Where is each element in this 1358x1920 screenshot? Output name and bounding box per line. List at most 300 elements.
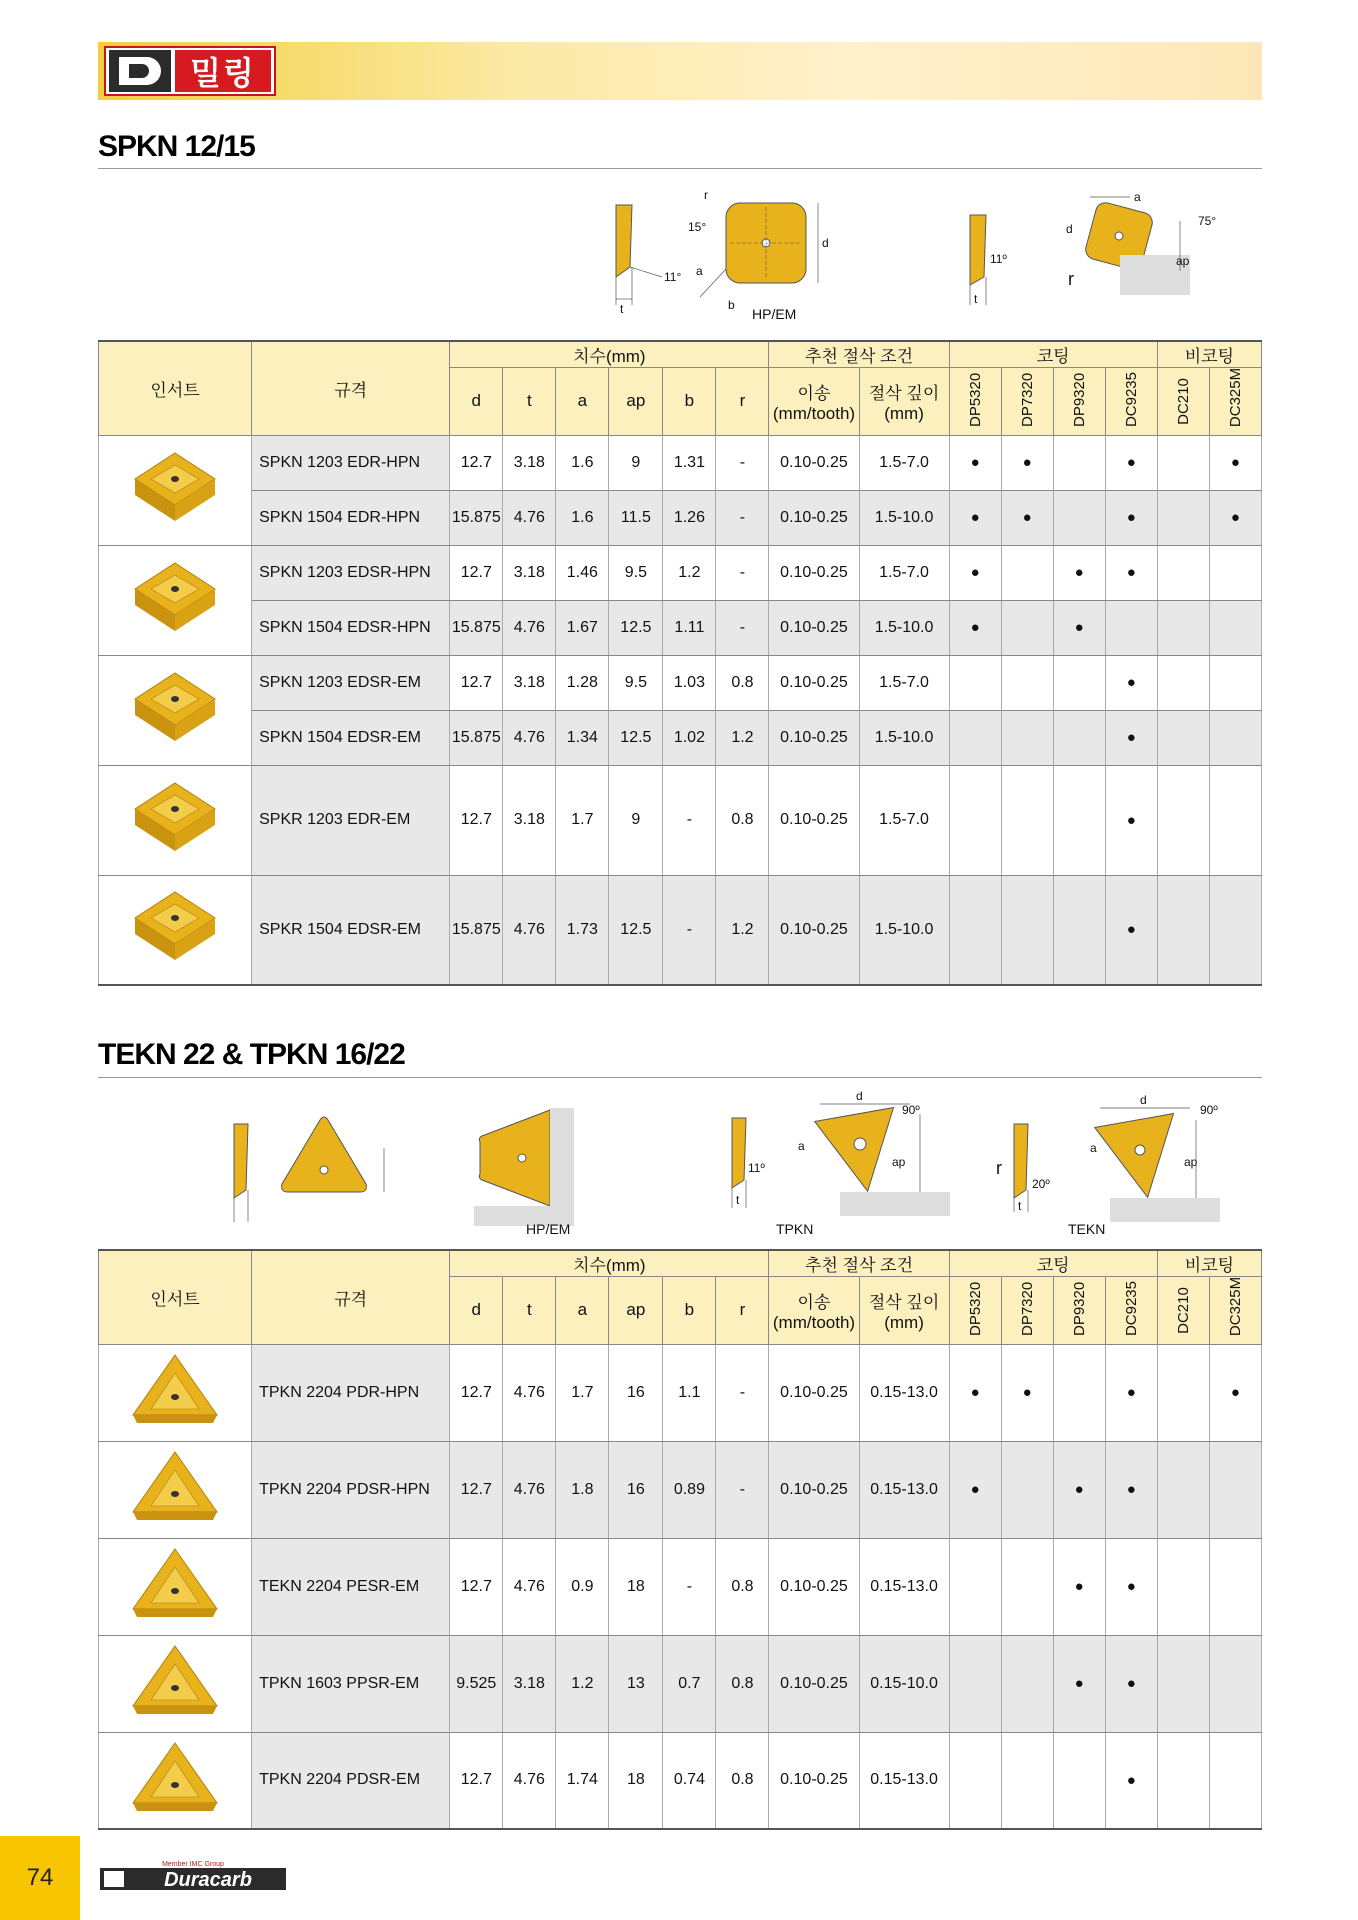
col-t: t xyxy=(503,368,556,436)
grade-cell xyxy=(1209,1635,1261,1732)
value-cell: - xyxy=(716,435,769,490)
grade-cell: ● xyxy=(1053,545,1105,600)
grade-cell: ● xyxy=(1105,545,1157,600)
diagram-label: 75° xyxy=(1198,214,1217,228)
diagram-label: 11º xyxy=(748,1161,765,1175)
col-grade: DP7320 xyxy=(1001,1277,1053,1345)
spec-cell: TPKN 2204 PDSR-HPN xyxy=(252,1441,450,1538)
table-row xyxy=(99,1344,1262,1441)
grade-cell xyxy=(1157,1635,1209,1732)
value-cell: 0.8 xyxy=(716,655,769,710)
spec-cell: SPKN 1504 EDR-HPN xyxy=(252,490,450,545)
insert-photo-icon xyxy=(127,1737,223,1819)
grade-cell: ● xyxy=(1053,600,1105,655)
grade-cell xyxy=(1053,710,1105,765)
table-row xyxy=(99,655,1262,710)
spec-cell: TEKN 2204 PESR-EM xyxy=(252,1538,450,1635)
value-cell: 0.10-0.25 xyxy=(769,490,859,545)
grade-cell xyxy=(1001,1538,1053,1635)
spec-cell: TPKN 2204 PDSR-EM xyxy=(252,1732,450,1829)
value-cell: - xyxy=(716,545,769,600)
value-cell: - xyxy=(663,1538,716,1635)
col-grade: DC325M xyxy=(1209,1277,1261,1345)
value-cell: 0.15-13.0 xyxy=(859,1441,949,1538)
insert-image xyxy=(99,875,252,985)
grade-cell xyxy=(1209,875,1261,985)
table-row xyxy=(99,600,1262,655)
grade-cell xyxy=(949,765,1001,875)
grade-cell xyxy=(1001,875,1053,985)
diagram-label: 90º xyxy=(902,1103,920,1117)
tpkn-diagram xyxy=(220,1088,1230,1238)
grade-cell xyxy=(1209,1538,1261,1635)
value-cell: 18 xyxy=(609,1732,663,1829)
spec-cell: TPKN 1603 PPSR-EM xyxy=(252,1635,450,1732)
grade-cell xyxy=(1053,655,1105,710)
grade-cell: ● xyxy=(1001,490,1053,545)
grade-cell: ● xyxy=(1105,435,1157,490)
value-cell: 4.76 xyxy=(503,1538,556,1635)
grade-cell xyxy=(1157,1441,1209,1538)
grade-cell: ● xyxy=(1105,765,1157,875)
value-cell: 4.76 xyxy=(503,1732,556,1829)
diagram-label: a xyxy=(798,1139,805,1153)
value-cell: 12.7 xyxy=(450,435,503,490)
grade-cell xyxy=(1209,545,1261,600)
col-insert: 인서트 xyxy=(99,341,252,435)
diagram-label: 20º xyxy=(1032,1177,1050,1191)
grade-cell xyxy=(1157,1732,1209,1829)
table-row xyxy=(99,1538,1262,1635)
grade-cell xyxy=(1053,490,1105,545)
table-row xyxy=(99,545,1262,600)
spkn-table xyxy=(98,340,1262,986)
value-cell: 1.1 xyxy=(663,1344,716,1441)
spec-cell: SPKN 1504 EDSR-EM xyxy=(252,710,450,765)
diagram-label: 90º xyxy=(1200,1103,1218,1117)
value-cell: 1.7 xyxy=(556,1344,609,1441)
col-r: r xyxy=(716,1277,769,1345)
grade-cell xyxy=(1001,710,1053,765)
value-cell: 1.2 xyxy=(663,545,716,600)
spec-cell: SPKN 1203 EDSR-HPN xyxy=(252,545,450,600)
value-cell: 0.15-13.0 xyxy=(859,1344,949,1441)
value-cell: 0.74 xyxy=(663,1732,716,1829)
grade-cell: ● xyxy=(1001,435,1053,490)
insert-image xyxy=(99,1441,252,1538)
col-feed: 이송 (mm/tooth) xyxy=(769,1277,859,1345)
grade-cell xyxy=(949,710,1001,765)
grade-cell xyxy=(1001,765,1053,875)
table-row xyxy=(99,765,1262,875)
grade-cell xyxy=(1157,600,1209,655)
grade-cell xyxy=(1157,1538,1209,1635)
value-cell: 4.76 xyxy=(503,710,556,765)
diagram-label: d xyxy=(1066,222,1073,236)
col-ap: ap xyxy=(609,1277,663,1345)
insert-photo-icon xyxy=(127,447,223,529)
col-grade: DP5320 xyxy=(949,1277,1001,1345)
grade-cell xyxy=(1053,765,1105,875)
value-cell: 12.5 xyxy=(609,875,663,985)
diagram-label: a xyxy=(1134,190,1141,204)
value-cell: - xyxy=(663,765,716,875)
col-coat: 코팅 xyxy=(949,341,1157,368)
value-cell: 0.7 xyxy=(663,1635,716,1732)
grade-cell xyxy=(1105,600,1157,655)
grade-cell xyxy=(1053,1344,1105,1441)
col-spec: 규격 xyxy=(252,341,450,435)
col-grade: DP5320 xyxy=(949,368,1001,436)
value-cell: 12.7 xyxy=(450,1732,503,1829)
insert-image xyxy=(99,1635,252,1732)
spkn-diagram xyxy=(600,185,1220,325)
insert-image xyxy=(99,1538,252,1635)
col-depth: 절삭 깊이 (mm) xyxy=(859,1277,949,1345)
category-label: 밀링 xyxy=(175,50,271,92)
col-r: r xyxy=(716,368,769,436)
grade-cell: ● xyxy=(1105,1538,1157,1635)
insert-photo-icon xyxy=(127,777,223,859)
value-cell: - xyxy=(663,875,716,985)
value-cell: 0.10-0.25 xyxy=(769,1441,859,1538)
insert-photo-icon xyxy=(127,1543,223,1625)
col-insert: 인서트 xyxy=(99,1250,252,1344)
col-grade: DP7320 xyxy=(1001,368,1053,436)
value-cell: 16 xyxy=(609,1344,663,1441)
table-row xyxy=(99,435,1262,490)
col-grade: DC9235 xyxy=(1105,1277,1157,1345)
grade-cell: ● xyxy=(1053,1538,1105,1635)
value-cell: 0.10-0.25 xyxy=(769,545,859,600)
value-cell: 1.02 xyxy=(663,710,716,765)
value-cell: 1.5-7.0 xyxy=(859,545,949,600)
grade-cell: ● xyxy=(1105,1732,1157,1829)
spec-cell: SPKN 1203 EDSR-EM xyxy=(252,655,450,710)
value-cell: 12.5 xyxy=(609,600,663,655)
value-cell: 0.15-13.0 xyxy=(859,1732,949,1829)
value-cell: 1.11 xyxy=(663,600,716,655)
diagram-label: TPKN xyxy=(776,1221,814,1237)
grade-cell: ● xyxy=(1105,1344,1157,1441)
col-dims: 치수(mm) xyxy=(450,341,769,368)
spec-cell: SPKN 1504 EDSR-HPN xyxy=(252,600,450,655)
value-cell: 1.46 xyxy=(556,545,609,600)
grade-cell xyxy=(1053,875,1105,985)
spec-cell: SPKR 1203 EDR-EM xyxy=(252,765,450,875)
value-cell: 12.7 xyxy=(450,1538,503,1635)
table-row xyxy=(99,710,1262,765)
diagram-label: TEKN xyxy=(1068,1221,1106,1237)
col-uncoat: 비코팅 xyxy=(1157,1250,1261,1277)
value-cell: 1.6 xyxy=(556,490,609,545)
category-badge xyxy=(104,46,276,96)
diagram-label: t xyxy=(736,1193,740,1207)
section-title: SPKN 12/15 xyxy=(98,130,255,163)
grade-cell: ● xyxy=(1209,435,1261,490)
value-cell: 0.8 xyxy=(716,1635,769,1732)
value-cell: 4.76 xyxy=(503,600,556,655)
value-cell: 9.525 xyxy=(450,1635,503,1732)
col-grade: DC210 xyxy=(1157,368,1209,436)
value-cell: - xyxy=(716,1441,769,1538)
grade-cell: ● xyxy=(1209,1344,1261,1441)
grade-cell: ● xyxy=(1105,710,1157,765)
table-row xyxy=(99,1732,1262,1829)
diagram-label: t xyxy=(620,302,624,316)
col-grade: DC210 xyxy=(1157,1277,1209,1345)
grade-cell: ● xyxy=(949,1344,1001,1441)
value-cell: 16 xyxy=(609,1441,663,1538)
value-cell: 4.76 xyxy=(503,490,556,545)
grade-cell xyxy=(1001,600,1053,655)
grade-cell xyxy=(1209,655,1261,710)
spec-cell: SPKN 1203 EDR-HPN xyxy=(252,435,450,490)
grade-cell xyxy=(1209,1441,1261,1538)
col-cond: 추천 절삭 조건 xyxy=(769,341,949,368)
logo-tagline: Member IMC Group xyxy=(162,1861,224,1868)
grade-cell xyxy=(1209,600,1261,655)
grade-cell xyxy=(1209,765,1261,875)
diagram-label: t xyxy=(974,292,978,306)
value-cell: 3.18 xyxy=(503,545,556,600)
value-cell: 1.67 xyxy=(556,600,609,655)
diagram-label: a xyxy=(1090,1141,1097,1155)
grade-cell xyxy=(1157,490,1209,545)
value-cell: 9.5 xyxy=(609,655,663,710)
value-cell: 12.5 xyxy=(609,710,663,765)
insert-image xyxy=(99,765,252,875)
col-cond: 추천 절삭 조건 xyxy=(769,1250,949,1277)
col-b: b xyxy=(663,368,716,436)
insert-photo-icon xyxy=(127,1349,223,1431)
value-cell: 4.76 xyxy=(503,875,556,985)
value-cell: 1.74 xyxy=(556,1732,609,1829)
value-cell: 1.5-7.0 xyxy=(859,765,949,875)
grade-cell xyxy=(1001,1732,1053,1829)
value-cell: 1.2 xyxy=(556,1635,609,1732)
insert-photo-icon xyxy=(127,557,223,639)
grade-cell: ● xyxy=(1053,1441,1105,1538)
grade-cell xyxy=(949,1732,1001,1829)
value-cell: 3.18 xyxy=(503,765,556,875)
col-d: d xyxy=(450,1277,503,1345)
diagram-label: a xyxy=(696,264,703,278)
value-cell: 12.7 xyxy=(450,545,503,600)
col-dims: 치수(mm) xyxy=(450,1250,769,1277)
page-number: 74 xyxy=(0,1836,80,1920)
grade-cell xyxy=(1209,710,1261,765)
grade-cell: ● xyxy=(949,600,1001,655)
col-spec: 규격 xyxy=(252,1250,450,1344)
table-row xyxy=(99,1441,1262,1538)
value-cell: 18 xyxy=(609,1538,663,1635)
value-cell: 1.6 xyxy=(556,435,609,490)
value-cell: 12.7 xyxy=(450,765,503,875)
value-cell: 1.2 xyxy=(716,710,769,765)
value-cell: - xyxy=(716,600,769,655)
grade-cell: ● xyxy=(949,1441,1001,1538)
grade-cell xyxy=(1053,435,1105,490)
grade-cell: ● xyxy=(1105,1441,1157,1538)
col-grade: DP9320 xyxy=(1053,1277,1105,1345)
value-cell: 1.7 xyxy=(556,765,609,875)
col-feed: 이송 (mm/tooth) xyxy=(769,368,859,436)
grade-cell: ● xyxy=(949,435,1001,490)
logo-text: Duracarb xyxy=(164,1869,252,1891)
insert-image xyxy=(99,655,252,765)
col-b: b xyxy=(663,1277,716,1345)
grade-cell xyxy=(1157,655,1209,710)
col-grade: DC9235 xyxy=(1105,368,1157,436)
col-grade: DP9320 xyxy=(1053,368,1105,436)
diagram-label: HP/EM xyxy=(752,306,797,322)
value-cell: 1.8 xyxy=(556,1441,609,1538)
insert-image xyxy=(99,1732,252,1829)
value-cell: 1.28 xyxy=(556,655,609,710)
value-cell: 0.8 xyxy=(716,1538,769,1635)
diagram-label: r xyxy=(1068,269,1074,289)
insert-photo-icon xyxy=(127,667,223,749)
col-uncoat: 비코팅 xyxy=(1157,341,1261,368)
value-cell: 13 xyxy=(609,1635,663,1732)
grade-cell: ● xyxy=(1001,1344,1053,1441)
col-ap: ap xyxy=(609,368,663,436)
diagram-label: d xyxy=(1140,1093,1147,1107)
value-cell: 0.10-0.25 xyxy=(769,1344,859,1441)
value-cell: 1.73 xyxy=(556,875,609,985)
value-cell: 3.18 xyxy=(503,655,556,710)
grade-cell: ● xyxy=(1105,655,1157,710)
diagram-label: HP/EM xyxy=(526,1221,571,1237)
grade-cell xyxy=(1157,545,1209,600)
value-cell: 0.10-0.25 xyxy=(769,655,859,710)
col-a: a xyxy=(556,368,609,436)
value-cell: 1.2 xyxy=(716,875,769,985)
value-cell: 4.76 xyxy=(503,1344,556,1441)
grade-cell xyxy=(1157,435,1209,490)
duracarb-logo xyxy=(98,1858,288,1892)
table-row xyxy=(99,490,1262,545)
diagram-label: 11° xyxy=(664,270,682,284)
value-cell: 12.7 xyxy=(450,655,503,710)
value-cell: 0.8 xyxy=(716,765,769,875)
value-cell: 0.89 xyxy=(663,1441,716,1538)
insert-image xyxy=(99,1344,252,1441)
col-d: d xyxy=(450,368,503,436)
grade-cell xyxy=(1001,1441,1053,1538)
grade-cell xyxy=(949,1538,1001,1635)
value-cell: 9 xyxy=(609,435,663,490)
value-cell: 15.875 xyxy=(450,875,503,985)
table-row xyxy=(99,875,1262,985)
value-cell: 1.34 xyxy=(556,710,609,765)
value-cell: 15.875 xyxy=(450,710,503,765)
value-cell: - xyxy=(716,1344,769,1441)
grade-cell: ● xyxy=(1105,490,1157,545)
value-cell: 0.8 xyxy=(716,1732,769,1829)
grade-cell: ● xyxy=(1105,1635,1157,1732)
grade-cell: ● xyxy=(949,545,1001,600)
insert-image xyxy=(99,435,252,545)
diagram-label: d xyxy=(856,1089,863,1103)
diagram-label: d xyxy=(822,236,829,250)
diagram-label: ap xyxy=(1176,254,1190,268)
insert-image xyxy=(99,545,252,655)
grade-cell: ● xyxy=(1209,490,1261,545)
diagram-label: ap xyxy=(892,1155,906,1169)
diagram-label: r xyxy=(996,1158,1002,1178)
value-cell: 3.18 xyxy=(503,435,556,490)
value-cell: 0.10-0.25 xyxy=(769,1538,859,1635)
value-cell: 1.26 xyxy=(663,490,716,545)
value-cell: 0.9 xyxy=(556,1538,609,1635)
diagram-label: r xyxy=(704,188,708,202)
d-logo-icon xyxy=(109,50,171,92)
grade-cell xyxy=(1053,1732,1105,1829)
value-cell: 0.10-0.25 xyxy=(769,875,859,985)
diagram-label: t xyxy=(1018,1199,1022,1213)
grade-cell xyxy=(1001,1635,1053,1732)
value-cell: 1.5-10.0 xyxy=(859,490,949,545)
col-depth: 절삭 깊이 (mm) xyxy=(859,368,949,436)
grade-cell xyxy=(1157,1344,1209,1441)
value-cell: 15.875 xyxy=(450,490,503,545)
value-cell: 0.10-0.25 xyxy=(769,600,859,655)
value-cell: 0.10-0.25 xyxy=(769,765,859,875)
value-cell: 12.7 xyxy=(450,1441,503,1538)
grade-cell xyxy=(1209,1732,1261,1829)
col-t: t xyxy=(503,1277,556,1345)
value-cell: 1.5-10.0 xyxy=(859,875,949,985)
value-cell: 0.10-0.25 xyxy=(769,435,859,490)
value-cell: 1.5-7.0 xyxy=(859,655,949,710)
col-a: a xyxy=(556,1277,609,1345)
grade-cell: ● xyxy=(1053,1635,1105,1732)
value-cell: 1.5-10.0 xyxy=(859,710,949,765)
value-cell: 4.76 xyxy=(503,1441,556,1538)
value-cell: 1.5-10.0 xyxy=(859,600,949,655)
diagram-label: ap xyxy=(1184,1155,1198,1169)
value-cell: - xyxy=(716,490,769,545)
divider xyxy=(98,168,1262,169)
diagram-label: b xyxy=(728,298,735,312)
spec-cell: TPKN 2204 PDR-HPN xyxy=(252,1344,450,1441)
value-cell: 0.10-0.25 xyxy=(769,1732,859,1829)
value-cell: 9 xyxy=(609,765,663,875)
value-cell: 3.18 xyxy=(503,1635,556,1732)
grade-cell xyxy=(949,875,1001,985)
diagram-label: 11º xyxy=(990,252,1007,266)
table-row xyxy=(99,1635,1262,1732)
insert-photo-icon xyxy=(127,886,223,968)
value-cell: 12.7 xyxy=(450,1344,503,1441)
col-coat: 코팅 xyxy=(949,1250,1157,1277)
tpkn-table xyxy=(98,1249,1262,1830)
value-cell: 0.10-0.25 xyxy=(769,1635,859,1732)
grade-cell xyxy=(1001,545,1053,600)
value-cell: 1.5-7.0 xyxy=(859,435,949,490)
spec-cell: SPKR 1504 EDSR-EM xyxy=(252,875,450,985)
value-cell: 0.15-10.0 xyxy=(859,1635,949,1732)
grade-cell xyxy=(1157,765,1209,875)
section-title: TEKN 22 & TPKN 16/22 xyxy=(98,1038,405,1071)
grade-cell: ● xyxy=(1105,875,1157,985)
grade-cell xyxy=(1157,710,1209,765)
divider xyxy=(98,1077,1262,1078)
grade-cell: ● xyxy=(949,490,1001,545)
grade-cell xyxy=(1157,875,1209,985)
